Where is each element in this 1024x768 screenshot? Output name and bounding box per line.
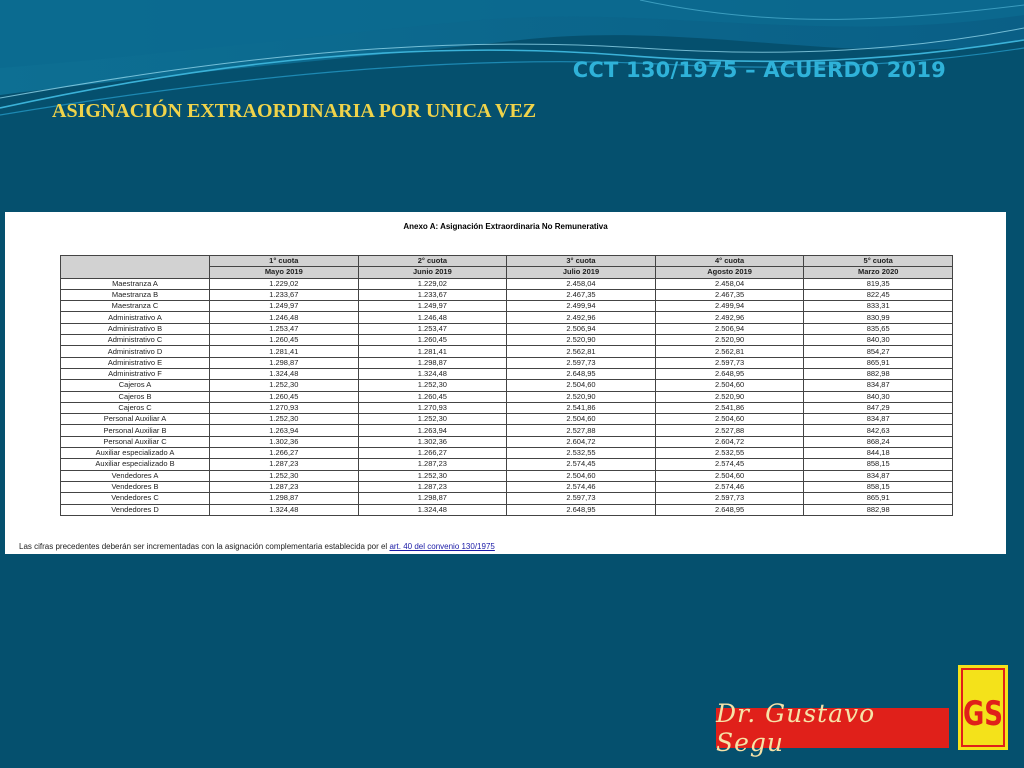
amount-cell: 2.648,95 — [655, 504, 804, 515]
amount-cell: 1.266,27 — [210, 448, 359, 459]
amount-cell: 1.324,48 — [358, 368, 507, 379]
amount-cell: 1.287,23 — [210, 481, 359, 492]
amount-cell: 1.253,47 — [210, 323, 359, 334]
table-row — [61, 278, 953, 289]
amount-cell: 2.506,94 — [507, 323, 656, 334]
table-row — [61, 368, 953, 379]
amount-cell: 1.266,27 — [358, 448, 507, 459]
amount-cell: 2.604,72 — [655, 436, 804, 447]
amount-cell: 1.252,30 — [210, 380, 359, 391]
category-cell: Vendedores C — [61, 493, 210, 504]
amount-cell: 1.287,23 — [358, 481, 507, 492]
category-cell: Administrativo C — [61, 335, 210, 346]
amount-cell: 842,63 — [804, 425, 953, 436]
amount-cell: 868,24 — [804, 436, 953, 447]
table-row — [61, 335, 953, 346]
amount-cell: 1.324,48 — [210, 368, 359, 379]
amount-cell: 834,87 — [804, 470, 953, 481]
category-cell: Personal Auxiliar B — [61, 425, 210, 436]
slide-header: CCT 130/1975 – ACUERDO 2019 — [572, 58, 946, 82]
amount-cell: 1.233,67 — [358, 289, 507, 300]
amount-cell: 822,45 — [804, 289, 953, 300]
category-cell: Maestranza B — [61, 289, 210, 300]
quota-header: 1° cuota — [210, 256, 359, 267]
amount-cell: 2.467,35 — [655, 289, 804, 300]
table-row — [61, 436, 953, 447]
amount-cell: 2.520,90 — [507, 335, 656, 346]
amount-cell: 865,91 — [804, 357, 953, 368]
amount-cell: 840,30 — [804, 335, 953, 346]
amount-cell: 1.233,67 — [210, 289, 359, 300]
amount-cell: 1.253,47 — [358, 323, 507, 334]
amount-cell: 1.260,45 — [358, 335, 507, 346]
annex-table-body — [61, 278, 953, 515]
amount-cell: 865,91 — [804, 493, 953, 504]
table-row — [61, 493, 953, 504]
annex-table — [60, 255, 953, 516]
amount-cell: 847,29 — [804, 402, 953, 413]
amount-cell: 1.281,41 — [210, 346, 359, 357]
quota-header: 2° cuota — [358, 256, 507, 267]
category-cell: Personal Auxiliar C — [61, 436, 210, 447]
amount-cell: 1.260,45 — [210, 391, 359, 402]
amount-cell: 834,87 — [804, 414, 953, 425]
amount-cell: 830,99 — [804, 312, 953, 323]
amount-cell: 2.574,45 — [507, 459, 656, 470]
amount-cell: 1.252,30 — [210, 414, 359, 425]
amount-cell: 882,98 — [804, 368, 953, 379]
amount-cell: 1.270,93 — [210, 402, 359, 413]
gs-logo — [958, 665, 1008, 750]
category-cell: Administrativo B — [61, 323, 210, 334]
amount-cell: 2.597,73 — [507, 357, 656, 368]
amount-cell: 2.504,60 — [655, 414, 804, 425]
amount-cell: 1.324,48 — [358, 504, 507, 515]
month-header: Mayo 2019 — [210, 267, 359, 278]
amount-cell: 844,18 — [804, 448, 953, 459]
table-row — [61, 459, 953, 470]
month-header: Marzo 2020 — [804, 267, 953, 278]
table-corner-cell — [61, 256, 210, 279]
category-cell: Administrativo E — [61, 357, 210, 368]
category-cell: Vendedores B — [61, 481, 210, 492]
amount-cell: 1.252,30 — [358, 380, 507, 391]
amount-cell: 1.298,87 — [210, 357, 359, 368]
amount-cell: 1.252,30 — [358, 470, 507, 481]
category-cell: Vendedores D — [61, 504, 210, 515]
table-row — [61, 414, 953, 425]
amount-cell: 1.229,02 — [210, 278, 359, 289]
category-cell: Maestranza C — [61, 301, 210, 312]
amount-cell: 1.252,30 — [358, 414, 507, 425]
quota-header: 5° cuota — [804, 256, 953, 267]
amount-cell: 1.270,93 — [358, 402, 507, 413]
table-row — [61, 470, 953, 481]
convenio-article-link[interactable]: art. 40 del convenio 130/1975 — [389, 542, 495, 551]
amount-cell: 1.298,87 — [358, 493, 507, 504]
table-row — [61, 357, 953, 368]
amount-cell: 840,30 — [804, 391, 953, 402]
amount-cell: 1.324,48 — [210, 504, 359, 515]
amount-cell: 2.597,73 — [655, 357, 804, 368]
category-cell: Maestranza A — [61, 278, 210, 289]
amount-cell: 2.492,96 — [655, 312, 804, 323]
table-row — [61, 504, 953, 515]
slide-title: ASIGNACIÓN EXTRAORDINARIA POR UNICA VEZ — [52, 100, 537, 122]
amount-cell: 833,31 — [804, 301, 953, 312]
table-row — [61, 380, 953, 391]
document-panel — [5, 212, 1006, 554]
amount-cell: 2.504,60 — [655, 470, 804, 481]
table-row — [61, 402, 953, 413]
amount-cell: 1.287,23 — [210, 459, 359, 470]
amount-cell: 2.504,60 — [507, 414, 656, 425]
table-row — [61, 312, 953, 323]
quota-header: 4° cuota — [655, 256, 804, 267]
category-cell: Administrativo D — [61, 346, 210, 357]
amount-cell: 2.504,60 — [507, 380, 656, 391]
amount-cell: 2.574,46 — [507, 481, 656, 492]
amount-cell: 2.458,04 — [507, 278, 656, 289]
amount-cell: 2.506,94 — [655, 323, 804, 334]
amount-cell: 2.527,88 — [507, 425, 656, 436]
amount-cell: 2.499,94 — [655, 301, 804, 312]
amount-cell: 2.648,95 — [507, 368, 656, 379]
footnote — [19, 542, 495, 551]
amount-cell: 2.604,72 — [507, 436, 656, 447]
amount-cell: 2.520,90 — [655, 391, 804, 402]
footnote-text: Las cifras precedentes deberán ser incrementadas con la asignación complementaria establecida por el — [19, 542, 390, 551]
amount-cell: 1.252,30 — [210, 470, 359, 481]
month-header: Agosto 2019 — [655, 267, 804, 278]
table-row — [61, 346, 953, 357]
amount-cell: 882,98 — [804, 504, 953, 515]
amount-cell: 2.597,73 — [655, 493, 804, 504]
amount-cell: 2.499,94 — [507, 301, 656, 312]
amount-cell: 1.263,94 — [358, 425, 507, 436]
amount-cell: 2.458,04 — [655, 278, 804, 289]
amount-cell: 1.260,45 — [358, 391, 507, 402]
amount-cell: 858,15 — [804, 459, 953, 470]
amount-cell: 2.541,86 — [655, 402, 804, 413]
author-badge: Dr. Gustavo Segu — [716, 708, 949, 748]
category-cell: Administrativo A — [61, 312, 210, 323]
table-row — [61, 323, 953, 334]
amount-cell: 1.246,48 — [210, 312, 359, 323]
amount-cell: 2.562,81 — [507, 346, 656, 357]
amount-cell: 1.298,87 — [210, 493, 359, 504]
amount-cell: 2.492,96 — [507, 312, 656, 323]
amount-cell: 854,27 — [804, 346, 953, 357]
category-cell: Administrativo F — [61, 368, 210, 379]
amount-cell: 1.249,97 — [210, 301, 359, 312]
amount-cell: 858,15 — [804, 481, 953, 492]
amount-cell: 2.504,60 — [655, 380, 804, 391]
amount-cell: 835,65 — [804, 323, 953, 334]
amount-cell: 2.532,55 — [507, 448, 656, 459]
amount-cell: 2.574,45 — [655, 459, 804, 470]
amount-cell: 2.541,86 — [507, 402, 656, 413]
amount-cell: 1.298,87 — [358, 357, 507, 368]
amount-cell: 2.520,90 — [655, 335, 804, 346]
amount-cell: 834,87 — [804, 380, 953, 391]
amount-cell: 1.246,48 — [358, 312, 507, 323]
month-header: Junio 2019 — [358, 267, 507, 278]
amount-cell: 819,35 — [804, 278, 953, 289]
category-cell: Cajeros C — [61, 402, 210, 413]
amount-cell: 2.574,46 — [655, 481, 804, 492]
table-row — [61, 448, 953, 459]
table-row — [61, 481, 953, 492]
table-row — [61, 425, 953, 436]
amount-cell: 1.249,97 — [358, 301, 507, 312]
amount-cell: 1.229,02 — [358, 278, 507, 289]
category-cell: Cajeros B — [61, 391, 210, 402]
table-row — [61, 391, 953, 402]
quota-header: 3° cuota — [507, 256, 656, 267]
amount-cell: 1.302,36 — [358, 436, 507, 447]
amount-cell: 1.287,23 — [358, 459, 507, 470]
month-header: Julio 2019 — [507, 267, 656, 278]
category-cell: Cajeros A — [61, 380, 210, 391]
amount-cell: 2.648,95 — [507, 504, 656, 515]
category-cell: Vendedores A — [61, 470, 210, 481]
table-row — [61, 301, 953, 312]
amount-cell: 2.527,88 — [655, 425, 804, 436]
category-cell: Auxiliar especializado B — [61, 459, 210, 470]
amount-cell: 2.520,90 — [507, 391, 656, 402]
amount-cell: 1.302,36 — [210, 436, 359, 447]
amount-cell: 2.648,95 — [655, 368, 804, 379]
amount-cell: 1.263,94 — [210, 425, 359, 436]
category-cell: Personal Auxiliar A — [61, 414, 210, 425]
amount-cell: 2.597,73 — [507, 493, 656, 504]
gs-logo-text: GS — [963, 694, 1003, 734]
amount-cell: 2.467,35 — [507, 289, 656, 300]
amount-cell: 1.260,45 — [210, 335, 359, 346]
amount-cell: 2.562,81 — [655, 346, 804, 357]
amount-cell: 1.281,41 — [358, 346, 507, 357]
table-row — [61, 289, 953, 300]
amount-cell: 2.504,60 — [507, 470, 656, 481]
document-title: Anexo A: Asignación Extraordinaria No Remunerativa — [403, 222, 608, 231]
category-cell: Auxiliar especializado A — [61, 448, 210, 459]
amount-cell: 2.532,55 — [655, 448, 804, 459]
quota-header-row — [61, 256, 953, 267]
